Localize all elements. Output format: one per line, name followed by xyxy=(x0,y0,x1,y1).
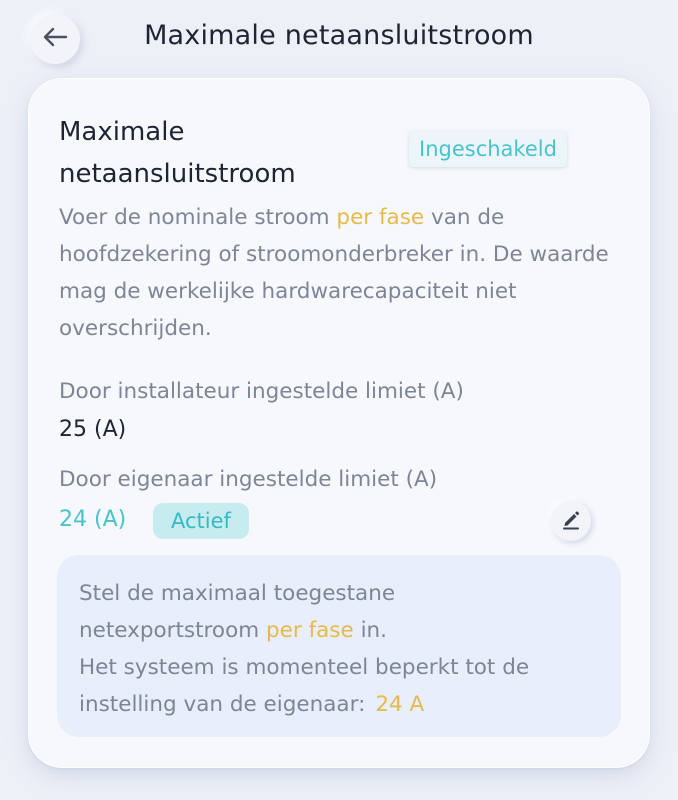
header xyxy=(0,0,678,78)
edit-owner-limit-button[interactable] xyxy=(551,501,591,541)
info-line-2 xyxy=(79,612,599,649)
page-title: Maximale netaansluitstroom xyxy=(144,20,534,51)
owner-limit-value: 24 (A) xyxy=(59,507,127,532)
info-line-1: Stel de maximaal toegestane xyxy=(79,581,396,606)
settings-card xyxy=(28,78,650,768)
description xyxy=(59,199,619,347)
info-text-rest: in. xyxy=(353,618,388,643)
info-limit-value: 24 A xyxy=(375,692,425,717)
info-text: netexportstroom xyxy=(79,618,267,643)
installer-limit-value: 25 (A) xyxy=(59,417,127,442)
installer-limit-label: Door installateur ingestelde limiet (A) xyxy=(59,379,464,404)
info-line-3: Het systeem is momenteel beperkt tot de xyxy=(79,655,530,680)
description-text-rest: van de hoofdzekering of stroomonderbreker in. De waarde mag de werkelijke hardwarecapaciteit niet overschrijden. xyxy=(59,205,609,341)
info-owner-text: instelling van de eigenaar: xyxy=(79,692,366,717)
status-badge: Ingeschakeld xyxy=(409,131,567,167)
info-line-4 xyxy=(79,686,599,723)
info-highlight: per fase xyxy=(266,618,354,643)
active-badge: Actief xyxy=(153,503,249,539)
pencil-icon xyxy=(560,508,582,534)
description-highlight: per fase xyxy=(336,205,425,230)
info-box xyxy=(57,555,621,737)
owner-limit-label: Door eigenaar ingestelde limiet (A) xyxy=(59,467,438,492)
description-text: Voer de nominale stroom xyxy=(59,205,337,230)
card-title: Maximale netaansluitstroom xyxy=(59,117,296,189)
